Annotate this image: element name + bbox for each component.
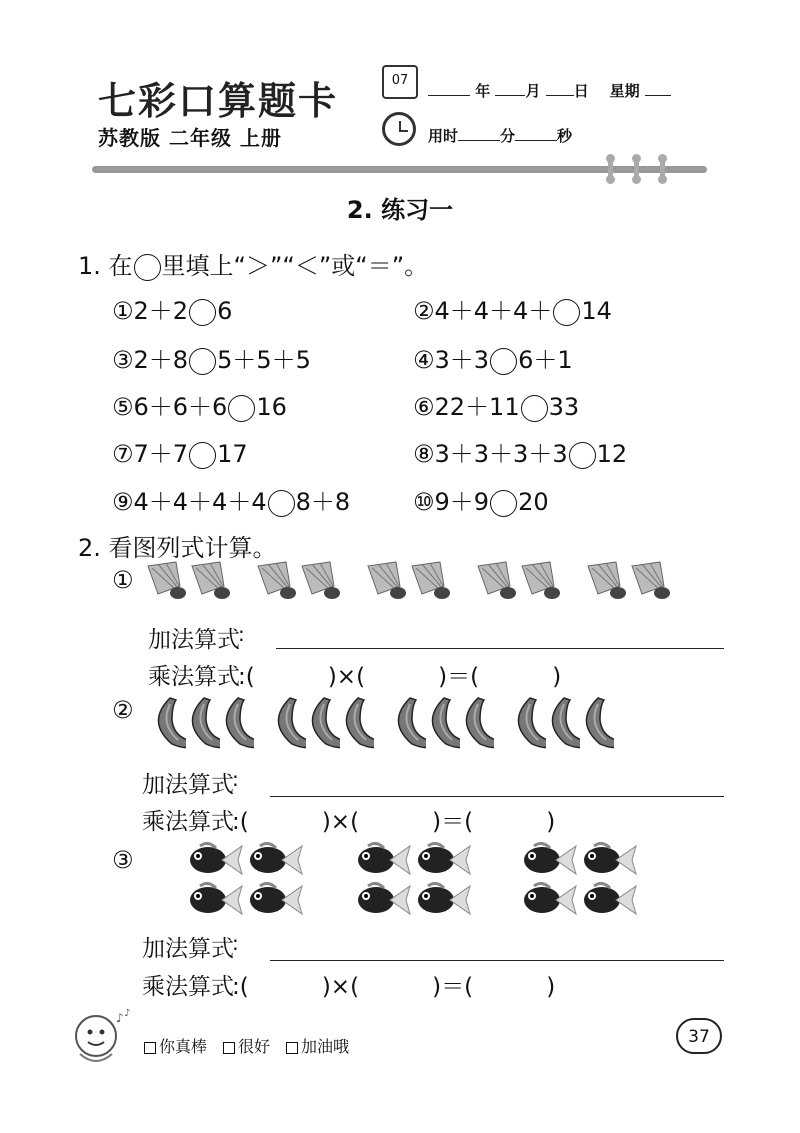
answer-circle[interactable]: [490, 490, 517, 517]
add-expression-field[interactable]: [276, 648, 724, 649]
binder-pin-icon: [660, 157, 665, 181]
mult-expression-label: 乘法算式: [142, 809, 234, 835]
minute-blank[interactable]: [458, 126, 500, 141]
fish-icon: [414, 882, 472, 918]
left-expression: 4＋4＋4＋: [434, 297, 553, 325]
shuttlecock-icon: [300, 560, 344, 606]
comparison-item: [413, 340, 573, 375]
rating-option[interactable]: [144, 1037, 207, 1056]
picture-group: [390, 696, 492, 752]
right-expression: 6: [217, 297, 233, 325]
day-blank[interactable]: [546, 81, 574, 96]
option-label: 加油哦: [301, 1037, 350, 1056]
prompt-text: 1. 在: [78, 252, 133, 280]
option-label: 很好: [238, 1037, 271, 1056]
right-expression: 16: [256, 393, 287, 421]
time-label: 用时: [428, 127, 459, 145]
fish-icon: [580, 842, 638, 878]
shuttlecock-icon: [520, 560, 564, 606]
brand-logo: 七彩口算题卡: [98, 78, 339, 123]
problem-number: ②: [112, 696, 134, 724]
item-number: ③: [112, 346, 134, 374]
minute-label: 分: [500, 127, 516, 145]
fish-icon: [580, 882, 638, 918]
shuttlecock-icon: [410, 560, 454, 606]
year-blank[interactable]: [428, 81, 470, 96]
item-number: ⑤: [112, 393, 134, 421]
checkbox-icon[interactable]: [286, 1042, 298, 1054]
left-expression: 9＋9: [434, 488, 490, 516]
left-expression: 2＋8: [133, 346, 189, 374]
edition-label: 苏教版 二年级 上册: [98, 126, 282, 150]
month-label: 月: [525, 82, 541, 100]
fish-icon: [520, 882, 578, 918]
banana-icon: [544, 696, 580, 752]
right-expression: 20: [518, 488, 549, 516]
comparison-item: [112, 291, 232, 326]
section1-prompt: [78, 246, 428, 281]
item-number: ⑦: [112, 440, 134, 468]
comparison-item: [112, 434, 248, 469]
date-line: [428, 80, 671, 101]
shuttlecock-icon: [190, 560, 234, 606]
prompt-text: 里填上“＞”“＜”或“＝”。: [161, 252, 429, 280]
banana-icon: [458, 696, 494, 752]
left-expression: 3＋3＋3＋3: [434, 440, 568, 468]
add-expression-label: 加法算式: [142, 772, 234, 798]
weekday-blank[interactable]: [645, 81, 671, 96]
picture-group: [366, 560, 454, 606]
fish-icon: [186, 842, 244, 878]
shuttlecock-icon: [146, 560, 190, 606]
banana-icon: [578, 696, 614, 752]
picture-group: [146, 560, 234, 606]
answer-circle[interactable]: [228, 395, 255, 422]
item-number: ④: [413, 346, 435, 374]
left-expression: 3＋3: [434, 346, 490, 374]
month-blank[interactable]: [495, 81, 525, 96]
answer-circle[interactable]: [268, 490, 295, 517]
answer-circle[interactable]: [490, 348, 517, 375]
add-expression-field[interactable]: [270, 960, 724, 961]
binder-pin-icon: [608, 157, 613, 181]
left-expression: 7＋7: [133, 440, 189, 468]
banana-icon: [510, 696, 546, 752]
second-blank[interactable]: [515, 126, 557, 141]
section2-prompt: 2. 看图列式计算。: [78, 534, 277, 562]
banana-icon: [390, 696, 426, 752]
comparison-item: [413, 482, 549, 517]
right-expression: 33: [548, 393, 580, 421]
problem-number: ①: [112, 566, 134, 594]
colon: :: [232, 767, 239, 791]
shuttlecock-icon: [366, 560, 410, 606]
banana-icon: [184, 696, 220, 752]
shuttlecock-picture: [146, 560, 696, 606]
right-expression: 17: [217, 440, 248, 468]
answer-circle[interactable]: [189, 348, 216, 375]
left-expression: 2＋2: [133, 297, 189, 325]
comparison-item: [413, 387, 579, 422]
right-expression: 6＋1: [518, 346, 573, 374]
comparison-item: [413, 434, 627, 469]
add-expression-label: 加法算式: [148, 627, 240, 653]
clock-icon: [382, 112, 416, 146]
fish-icon: [520, 842, 578, 878]
picture-group: [270, 696, 372, 752]
left-expression: 4＋4＋4＋4: [133, 488, 267, 516]
fish-icon: [414, 842, 472, 878]
left-expression: 22＋11: [434, 393, 520, 421]
picture-group: [150, 696, 252, 752]
rating-option[interactable]: [223, 1037, 270, 1056]
answer-circle[interactable]: [569, 442, 596, 469]
mult-expression-field[interactable]: :( )×( )＝( ): [232, 974, 556, 1000]
banana-icon: [304, 696, 340, 752]
rating-option[interactable]: [286, 1037, 349, 1056]
answer-circle[interactable]: [189, 442, 216, 469]
mult-expression-label: 乘法算式: [148, 664, 240, 690]
right-expression: 14: [581, 297, 612, 325]
checkbox-icon[interactable]: [223, 1042, 235, 1054]
comparison-item: [413, 291, 612, 326]
problem-number: ③: [112, 846, 134, 874]
page-title: 2. 练习一: [346, 196, 454, 224]
right-expression: 8＋8: [295, 488, 351, 516]
binder-pin-icon: [634, 157, 639, 181]
fish-picture: [186, 842, 666, 926]
right-expression: 5＋5＋5: [217, 346, 311, 374]
option-label: 你真棒: [159, 1037, 208, 1056]
shuttlecock-icon: [586, 560, 630, 606]
banana-icon: [218, 696, 254, 752]
picture-group: [476, 560, 564, 606]
header-divider: [92, 166, 707, 173]
mult-expression-label: 乘法算式: [142, 974, 234, 1000]
add-expression-field[interactable]: [270, 796, 724, 797]
calendar-icon: 07: [382, 65, 418, 99]
fish-icon: [354, 842, 412, 878]
year-label: 年: [475, 82, 491, 100]
circle-icon: [134, 254, 161, 281]
shuttlecock-icon: [630, 560, 674, 606]
left-expression: 6＋6＋6: [133, 393, 228, 421]
item-number: ①: [112, 297, 134, 325]
fish-icon: [246, 882, 304, 918]
colon: :: [238, 622, 245, 646]
day-label: 日: [573, 82, 589, 100]
second-label: 秒: [557, 127, 573, 145]
fish-icon: [354, 882, 412, 918]
add-expression-label: 加法算式: [142, 936, 234, 962]
banana-icon: [150, 696, 186, 752]
mascot-icon: [66, 1006, 136, 1072]
shuttlecock-icon: [476, 560, 520, 606]
svg-text:♪: ♪: [116, 1011, 124, 1025]
shuttlecock-icon: [256, 560, 300, 606]
svg-text:♪: ♪: [124, 1008, 131, 1019]
rating-options: [144, 1034, 365, 1057]
page-number: 37: [676, 1018, 722, 1054]
item-number: ⑧: [413, 440, 435, 468]
weekday-label: 星期: [609, 82, 640, 100]
item-number: ②: [413, 297, 435, 325]
banana-icon: [424, 696, 460, 752]
mult-expression-field[interactable]: :( )×( )＝( ): [238, 664, 562, 690]
answer-circle[interactable]: [189, 299, 216, 326]
picture-group: [586, 560, 674, 606]
banana-icon: [270, 696, 306, 752]
mult-expression-field[interactable]: :( )×( )＝( ): [232, 809, 556, 835]
picture-group: [256, 560, 344, 606]
item-number: ⑨: [112, 488, 134, 516]
checkbox-icon[interactable]: [144, 1042, 156, 1054]
item-number: ⑩: [413, 488, 435, 516]
fish-icon: [246, 842, 304, 878]
right-expression: 12: [596, 440, 628, 468]
banana-picture: [150, 696, 630, 752]
comparison-item: [112, 387, 287, 422]
banana-icon: [338, 696, 374, 752]
answer-circle[interactable]: [553, 299, 580, 326]
time-line: [428, 125, 572, 146]
comparison-item: [112, 482, 350, 517]
comparison-item: [112, 340, 311, 375]
colon: :: [232, 931, 239, 955]
item-number: ⑥: [413, 393, 435, 421]
fish-icon: [186, 882, 244, 918]
picture-group: [510, 696, 612, 752]
answer-circle[interactable]: [521, 395, 548, 422]
